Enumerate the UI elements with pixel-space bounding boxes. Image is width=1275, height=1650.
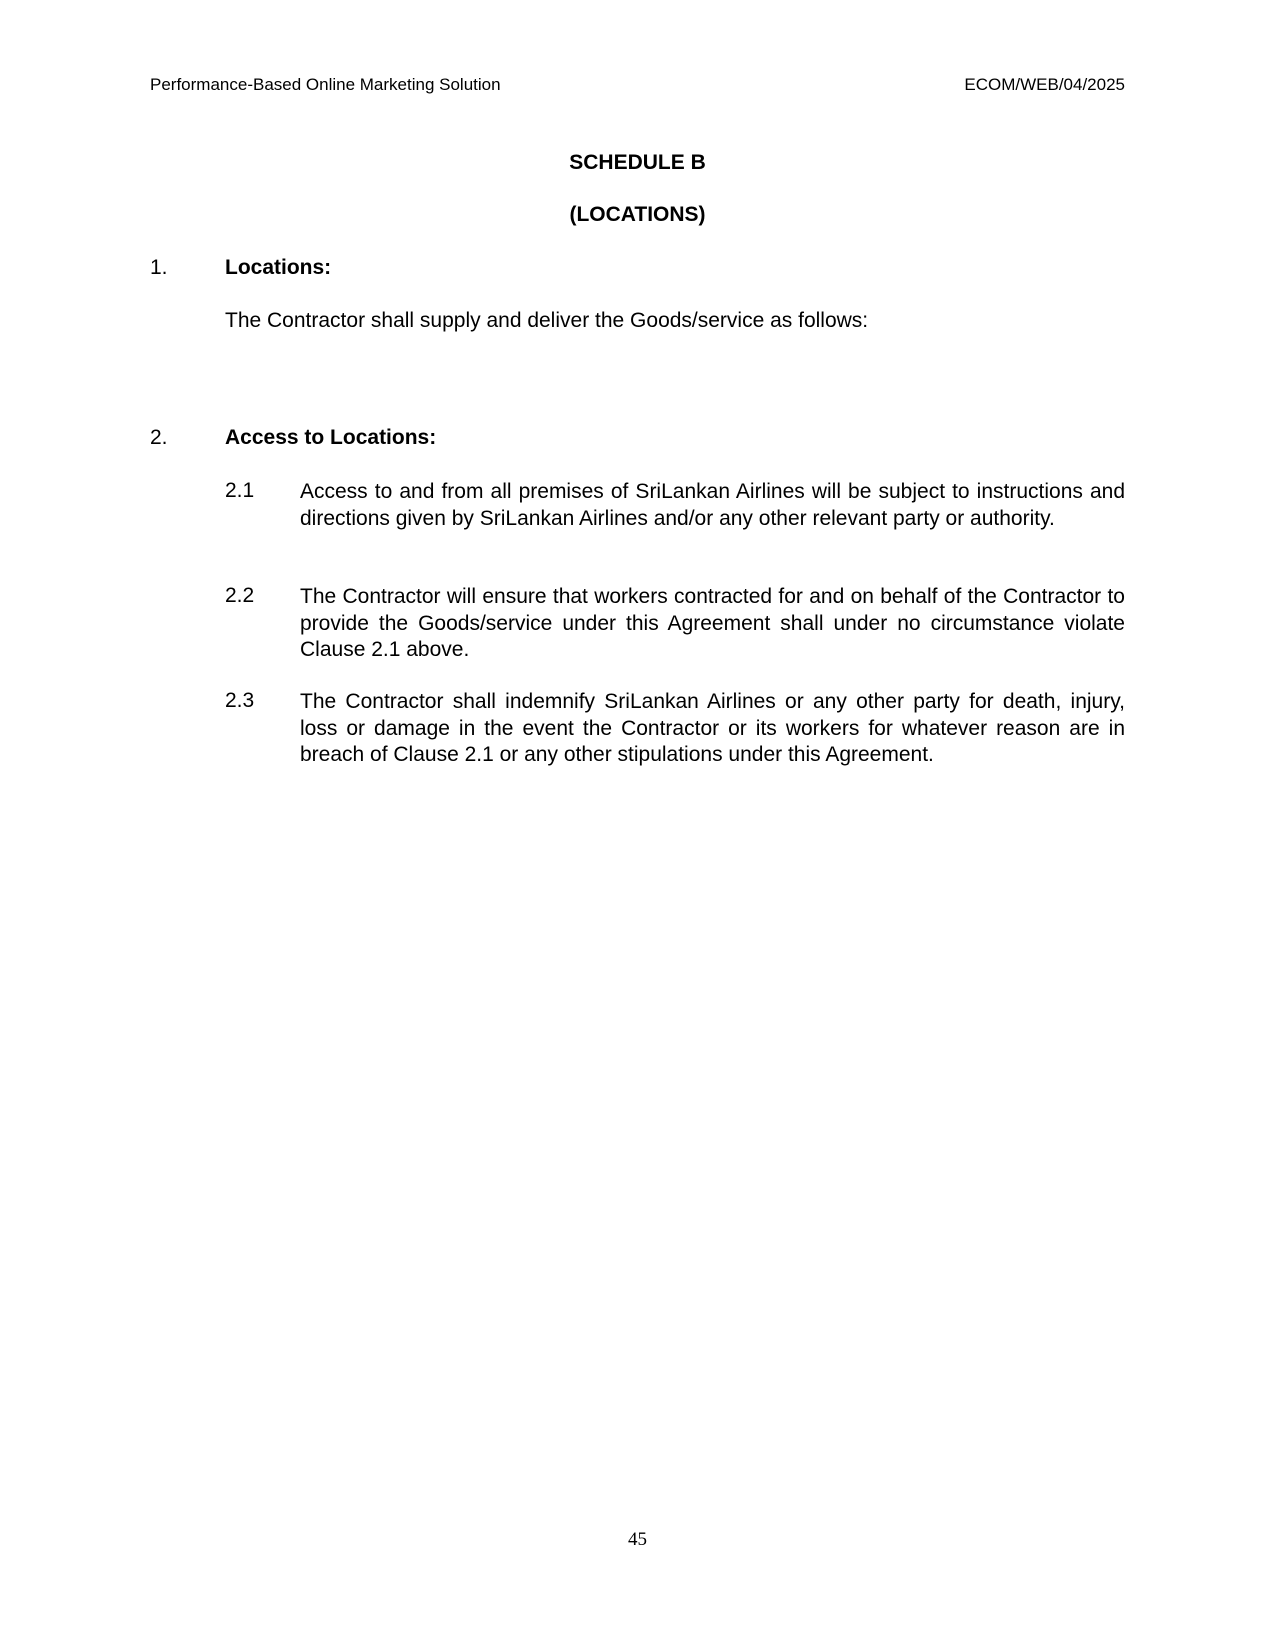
clause-2-1-number: 2.1 <box>225 479 255 502</box>
clause-2-2-text: The Contractor will ensure that workers contracted for and on behalf of the Contractor to provide the Goods/service under this Agreement shall under no circumstance violate Clause 2.1 above. <box>300 585 1125 661</box>
section-1-title: Locations: <box>225 256 332 279</box>
schedule-title: SCHEDULE B <box>569 151 706 174</box>
header-document-title: Performance-Based Online Marketing Solution <box>150 75 501 94</box>
clause-2-1-text: Access to and from all premises of SriLankan Airlines will be subject to instructions and directions given by SriLankan Airlines and/or any other relevant party or authority. <box>300 480 1125 530</box>
clause-2-3-number: 2.3 <box>225 689 255 712</box>
header-reference-number: ECOM/WEB/04/2025 <box>964 75 1125 94</box>
clause-2-3-text: The Contractor shall indemnify SriLankan Airlines or any other party for death, injury, loss or damage in the event the Contractor or its workers for whatever reason are in breach of Clause 2.1 or any other stipulations under this Agreement. <box>300 690 1125 766</box>
schedule-subtitle: (LOCATIONS) <box>569 203 706 226</box>
section-2-title: Access to Locations: <box>225 426 437 449</box>
section-2-number: 2. <box>150 426 168 449</box>
section-1-number: 1. <box>150 256 168 279</box>
section-1-body: The Contractor shall supply and deliver the Goods/service as follows: <box>225 309 869 332</box>
page-number: 45 <box>628 1529 647 1550</box>
clause-2-2-number: 2.2 <box>225 584 255 607</box>
